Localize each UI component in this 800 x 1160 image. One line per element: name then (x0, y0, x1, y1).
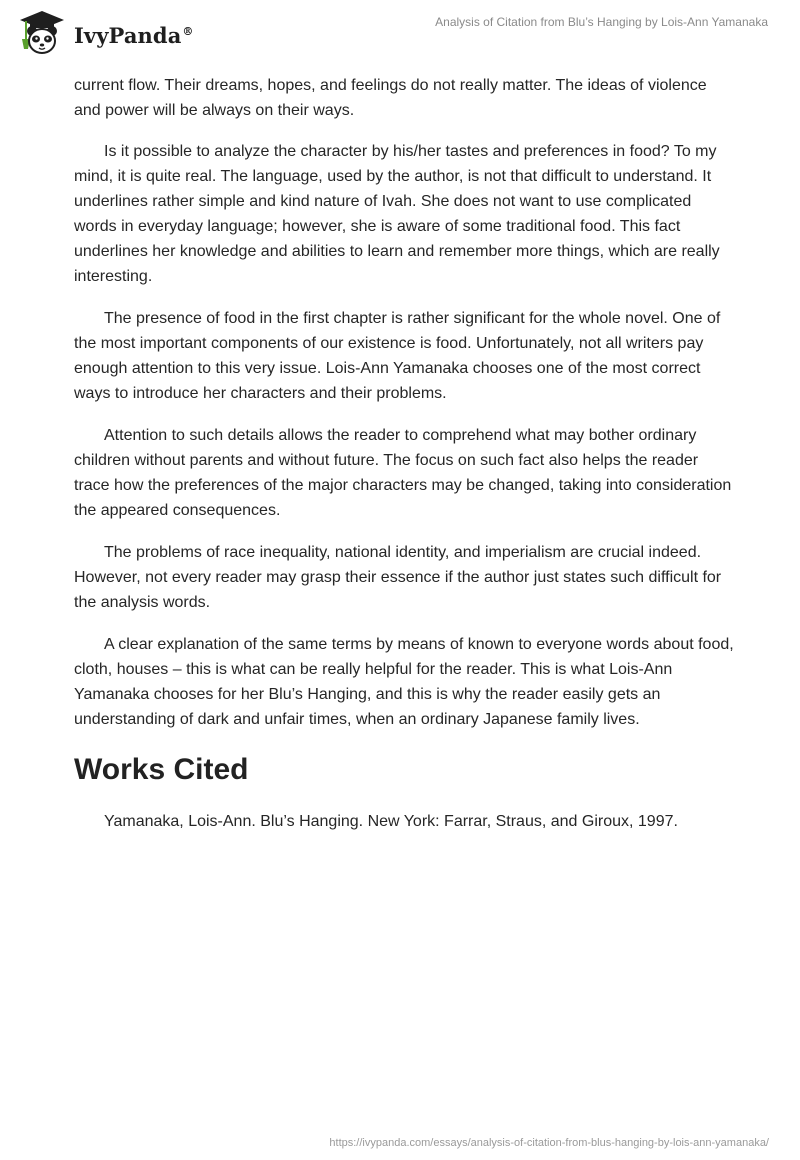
citation-entry: Yamanaka, Lois-Ann. Blu’s Hanging. New York: Farrar, Straus, and Giroux, 1997. (104, 813, 678, 830)
paragraph-4: Attention to such details allows the reader to comprehend what may bother ordinary children without parents and without future. The focus on such fact also helps the reader trace how the preferences of the major characters may be changed, taking into consideration the appeared consequences. (74, 427, 732, 519)
paragraph-5: The problems of race inequality, national identity, and imperialism are crucial indeed. However, not every reader may grasp their essence if the author just states such difficult for the analysis words. (74, 544, 722, 611)
panda-graduate-icon (14, 9, 70, 57)
paragraph-3: The presence of food in the first chapter is rather significant for the whole novel. One of the most important components of our existence is food. Unfortunately, not all writers pay enough attention to this very issue. Lois-Ann Yamanaka chooses one of the most correct ways to introduce her characters and their problems. (74, 310, 721, 402)
paragraph-2: Is it possible to analyze the character by his/her tastes and preferences in food? To my mind, it is quite real. The language, used by the author, is not that difficult to understand. It underlines rather simple and kind nature of Ivah. She does not want to use complicated words in everyday language; however, she is aware of some traditional food. This fact underlines her knowledge and abilities to learn and remember more things, which are really interesting. (74, 143, 720, 285)
brand-name: IvyPanda® (74, 22, 194, 48)
document-title: Analysis of Citation from Blu’s Hanging by Lois-Ann Yamanaka (435, 15, 768, 29)
essay-content (74, 73, 734, 834)
works-cited-heading: Works Cited (74, 753, 249, 786)
brand-logo[interactable] (14, 9, 194, 57)
source-url[interactable]: https://ivypanda.com/essays/analysis-of-citation-from-blus-hanging-by-lois-ann-yamanaka/ (329, 1137, 769, 1149)
paragraph-6: A clear explanation of the same terms by means of known to everyone words about food, cloth, houses – this is what can be really helpful for the reader. This is what Lois-Ann Yamanaka chooses for her Blu’s Hanging, and this is why the reader easily gets an understanding of dark and unfair times, when an ordinary Japanese family lives. (74, 636, 734, 728)
paragraph-1: current flow. Their dreams, hopes, and feelings do not really matter. The ideas of violence and power will be always on their ways. (74, 77, 707, 119)
page-header (0, 0, 800, 64)
brand-reg-mark: ® (182, 24, 194, 38)
